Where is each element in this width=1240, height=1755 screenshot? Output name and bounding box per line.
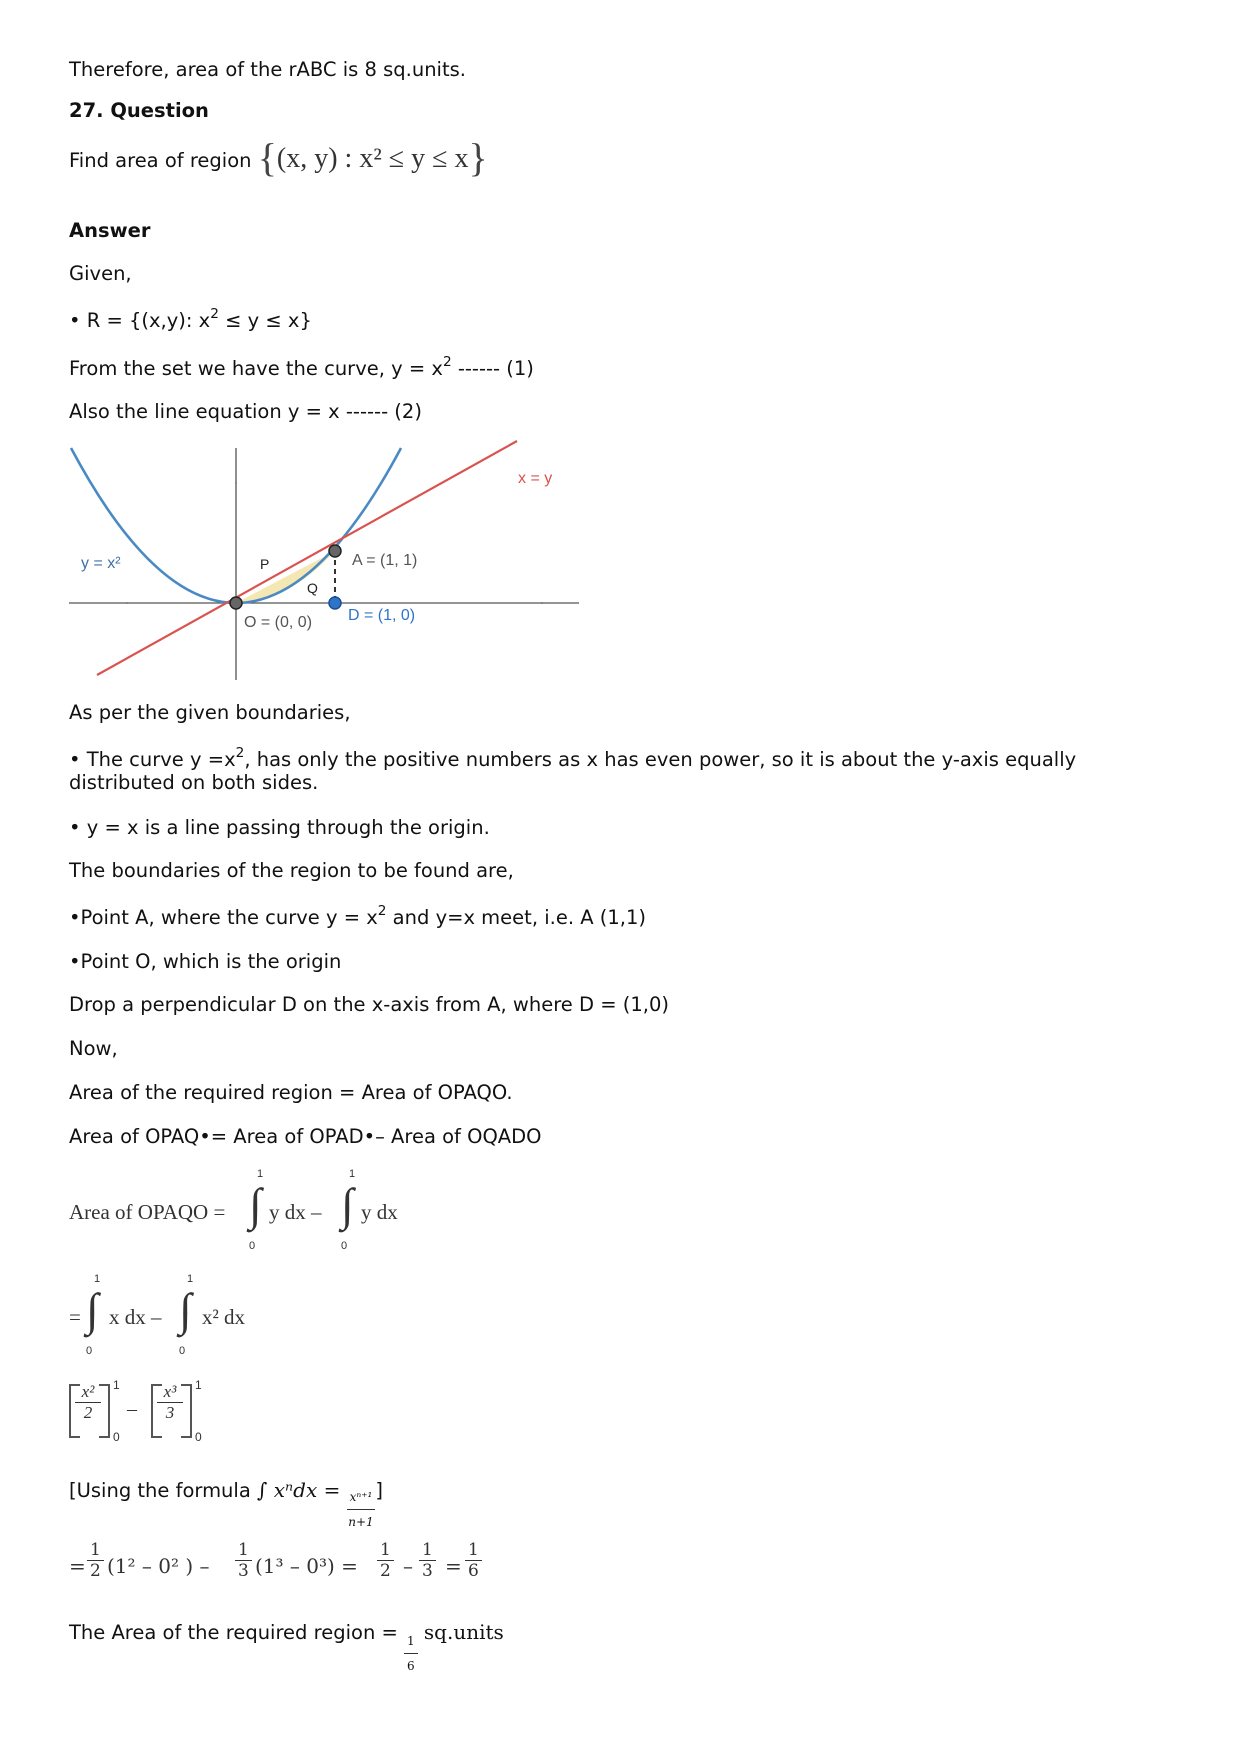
- eq2-term1: x dx –: [109, 1305, 162, 1329]
- formula-line: [Using the formula ∫ xⁿdx = $\frac{\text{xⁿ⁺¹}}{n+1}$ ]: [69, 1478, 383, 1534]
- minus-sign: –: [127, 1398, 137, 1420]
- region-graph: [69, 440, 584, 685]
- lower-limit: 0: [86, 1345, 93, 1357]
- upper-limit: 1: [257, 1168, 264, 1180]
- integral-equation-1: [69, 1168, 569, 1258]
- upper-limit: 1: [187, 1273, 194, 1285]
- right-bracket: [181, 1384, 192, 1438]
- bracket-evaluation: x² 2 1 0 – x³ 3 1 0: [69, 1380, 269, 1450]
- set-notation: {(x, y) : x² ≤ y ≤ x}: [257, 135, 488, 180]
- answer-heading: Answer: [69, 219, 151, 242]
- integral-sign: ∫: [179, 1284, 192, 1335]
- given-label: Given,: [69, 262, 132, 285]
- integral-sign: ∫: [249, 1179, 262, 1230]
- point-A: [329, 545, 341, 557]
- shaded-region: [236, 551, 335, 603]
- point-O-text: •Point O, which is the origin: [69, 950, 342, 973]
- boundaries-intro: As per the given boundaries,: [69, 701, 351, 724]
- lower-limit: 0: [179, 1345, 186, 1357]
- curve-equation: From the set we have the curve, $y = x^2$ ------ (1): [69, 353, 534, 380]
- fraction-one-sixth: $\frac{1}{6}$: [404, 1629, 418, 1678]
- point-A-label: A = (1, 1): [352, 552, 418, 569]
- final-answer: The Area of the required region = $\frac{1}{6}$ sq.units: [69, 1620, 504, 1678]
- lower-limit: 0: [341, 1240, 348, 1252]
- line-y-equals-x: [97, 441, 517, 675]
- integral-sign: ∫: [341, 1179, 354, 1230]
- previous-conclusion: Therefore, area of the rABC is 8 sq.units.: [69, 58, 466, 81]
- integral-equation-2: [69, 1273, 469, 1363]
- question-text: [69, 135, 488, 180]
- point-D: [329, 597, 341, 609]
- fraction-half: $\frac{1}{2}$: [87, 1540, 104, 1581]
- power-rule: ∫ xⁿdx =: [257, 1478, 341, 1502]
- point-Q-label: Q: [307, 580, 318, 596]
- bullet-curve-cont: distributed on both sides.: [69, 771, 319, 794]
- eq2-term2: x² dx: [202, 1305, 246, 1329]
- bullet-curve: • The curve $y =x^2$, has only the positive numbers as x has even power, so it is about the y-axis equally: [69, 744, 1077, 771]
- bullet-line: • y = x is a line passing through the origin.: [69, 816, 490, 839]
- eq2-equals: =: [69, 1305, 81, 1329]
- eq1-term1: y dx –: [269, 1200, 322, 1224]
- eq1-label: Area of OPAQO =: [69, 1200, 226, 1224]
- line-label: x = y: [518, 470, 553, 487]
- upper-limit: 1: [94, 1273, 101, 1285]
- question-heading: 27. Question: [69, 99, 209, 122]
- question-prefix: Find area of region: [69, 149, 252, 172]
- region-boundaries: The boundaries of the region to be found are,: [69, 859, 514, 882]
- fraction-sixth: $\frac{1}{6}$: [465, 1540, 482, 1581]
- fraction-third: $\frac{1}{3}$: [235, 1540, 252, 1581]
- perpendicular-text: Drop a perpendicular D on the x-axis from A, where D = (1,0): [69, 993, 669, 1016]
- now-label: Now,: [69, 1037, 118, 1060]
- set-body: (x, y) : x² ≤ y ≤ x: [276, 143, 469, 174]
- curve-label: y = x²: [81, 555, 121, 572]
- region-definition: • R = {(x,y): $x^2 \le y \le x$}: [69, 305, 312, 332]
- line-equation: Also the line equation y = x ------ (2): [69, 400, 422, 423]
- point-P-label: P: [260, 556, 270, 572]
- upper-limit: 1: [349, 1168, 356, 1180]
- point-O: [230, 597, 242, 609]
- fraction-x3-3: x³ 3: [157, 1382, 183, 1423]
- point-A-text: •Point A, where the curve $y = x^2$ and y=x meet, i.e. A (1,1): [69, 902, 646, 929]
- fraction-third-result: $\frac{1}{3}$: [419, 1540, 436, 1581]
- final-computation: = $\frac{1}{2}$ (1² – 0² ) – $\frac{1}{3}$ (1³ – 0³) = $\frac{1}{2}$ – $\frac{1}{3}$ = $\frac{1}{6}$: [69, 1538, 569, 1598]
- fraction-x2-2: x² 2: [75, 1382, 101, 1423]
- right-bracket: [99, 1384, 110, 1438]
- required-area: Area of the required region = Area of OPAQO.: [69, 1081, 513, 1104]
- point-D-label: D = (1, 0): [348, 607, 416, 624]
- eq1-term2: y dx: [361, 1200, 398, 1224]
- point-O-label: O = (0, 0): [244, 614, 313, 631]
- power-rule-fraction: $\frac{\text{xⁿ⁺¹}}{n+1}$: [347, 1485, 376, 1534]
- integral-sign: ∫: [86, 1284, 99, 1335]
- lower-limit: 0: [249, 1240, 256, 1252]
- area-difference: Area of OPAQ•= Area of OPAD•– Area of OQADO: [69, 1125, 542, 1148]
- fraction-half-result: $\frac{1}{2}$: [377, 1540, 394, 1581]
